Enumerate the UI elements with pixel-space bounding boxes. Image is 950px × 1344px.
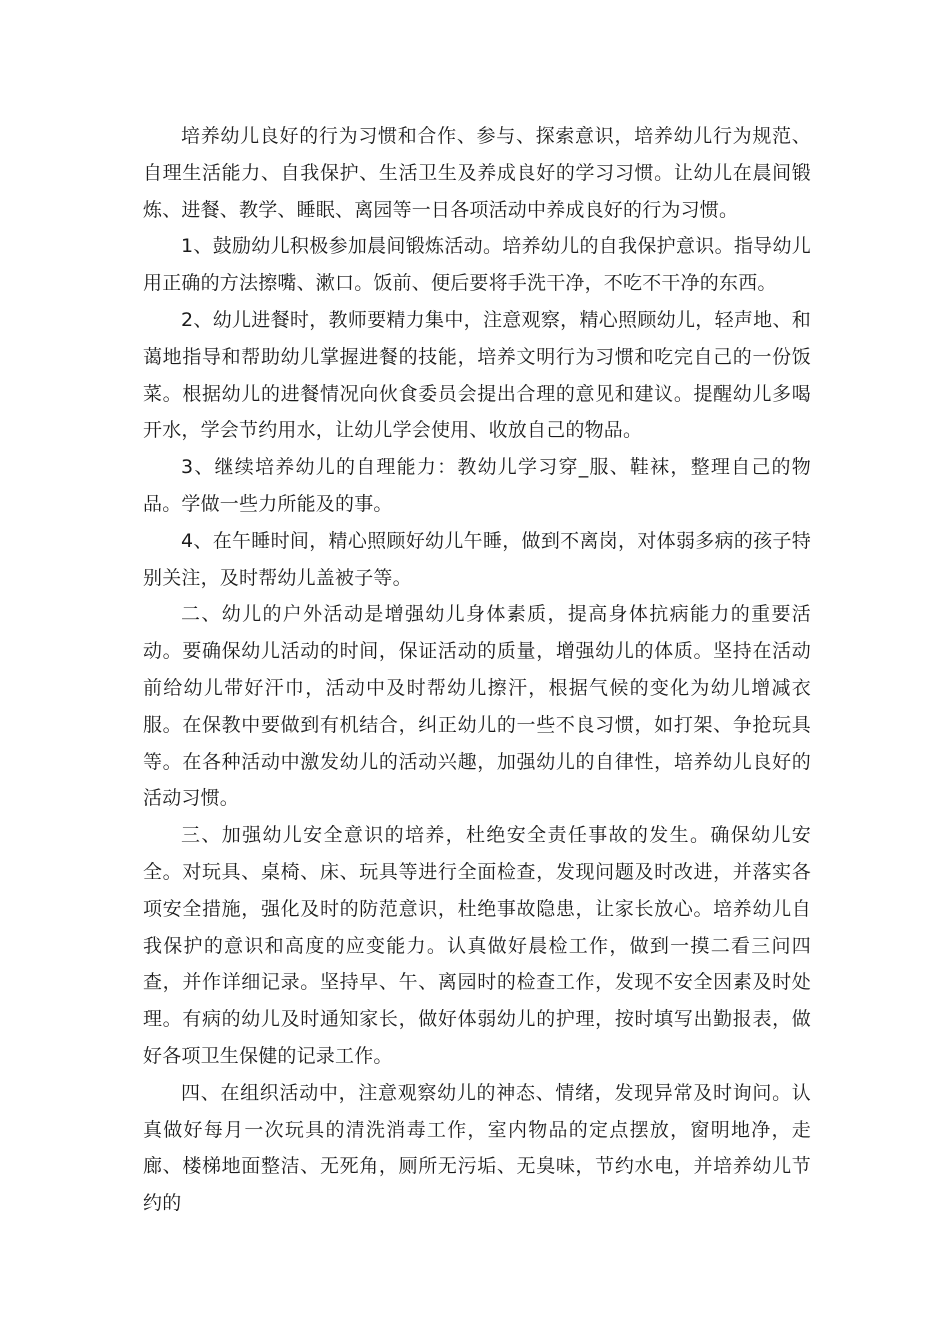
paragraph-item-1: 1、鼓励幼儿积极参加晨间锻炼活动。培养幼儿的自我保护意识。指导幼儿用正确的方法擦嘴、漱口。饭前、便后要将手洗干净，不吃不干净的东西。 <box>143 235 811 295</box>
paragraph-item-3: 3、继续培养幼儿的自理能力：教幼儿学习穿_服、鞋袜，整理自己的物品。学做一些力所能及的事。 <box>143 456 811 515</box>
paragraph-section-3: 三、加强幼儿安全意识的培养，杜绝安全责任事故的发生。确保幼儿安全。对玩具、桌椅、床、玩具等进行全面检查，发现问题及时改进，并落实各项安全措施，强化及时的防范意识，杜绝事故隐患，让家长放心。培养幼儿自我保护的意识和高度的应变能力。认真做好晨检工作，做到一摸二看三问四查，并作详细记录。坚持早、午、离园时的检查工作，发现不安全因素及时处理。有病的幼儿及时通知家长，做好体弱幼儿的护理，按时填写出勤报表，做好各项卫生保健的记录工作。 <box>143 824 811 1067</box>
paragraph-section-4: 四、在组织活动中，注意观察幼儿的神态、情绪，发现异常及时询问。认真做好每月一次玩具的清洗消毒工作，室内物品的定点摆放，窗明地净，走廊、楼梯地面整洁、无死角，厕所无污垢、无臭味，节约水电，并培养幼儿节约的 <box>143 1081 811 1215</box>
paragraph-section-2: 二、幼儿的户外活动是增强幼儿身体素质，提高身体抗病能力的重要活动。要确保幼儿活动的时间，保证活动的质量，增强幼儿的体质。坚持在活动前给幼儿带好汗巾，活动中及时帮幼儿擦汗，根据气候的变化为幼儿增减衣服。在保教中要做到有机结合，纠正幼儿的一些不良习惯，如打架、争抢玩具等。在各种活动中激发幼儿的活动兴趣，加强幼儿的自律性，培养幼儿良好的活动习惯。 <box>143 603 811 810</box>
paragraph-item-2: 2、幼儿进餐时，教师要精力集中，注意观察，精心照顾幼儿，轻声地、和蔼地指导和帮助幼儿掌握进餐的技能，培养文明行为习惯和吃完自己的一份饭菜。根据幼儿的进餐情况向伙食委员会提出合理的意见和建议。提醒幼儿多喝开水，学会节约用水，让幼儿学会使用、收放自己的物品。 <box>143 308 811 442</box>
document-body <box>143 118 811 1222</box>
paragraph-intro: 培养幼儿良好的行为习惯和合作、参与、探索意识，培养幼儿行为规范、自理生活能力、自我保护、生活卫生及养成良好的学习习惯。让幼儿在晨间锻炼、进餐、教学、睡眠、离园等一日各项活动中养成良好的行为习惯。 <box>143 125 811 221</box>
paragraph-item-4: 4、在午睡时间，精心照顾好幼儿午睡，做到不离岗，对体弱多病的孩子特别关注，及时帮幼儿盖被子等。 <box>143 529 811 589</box>
